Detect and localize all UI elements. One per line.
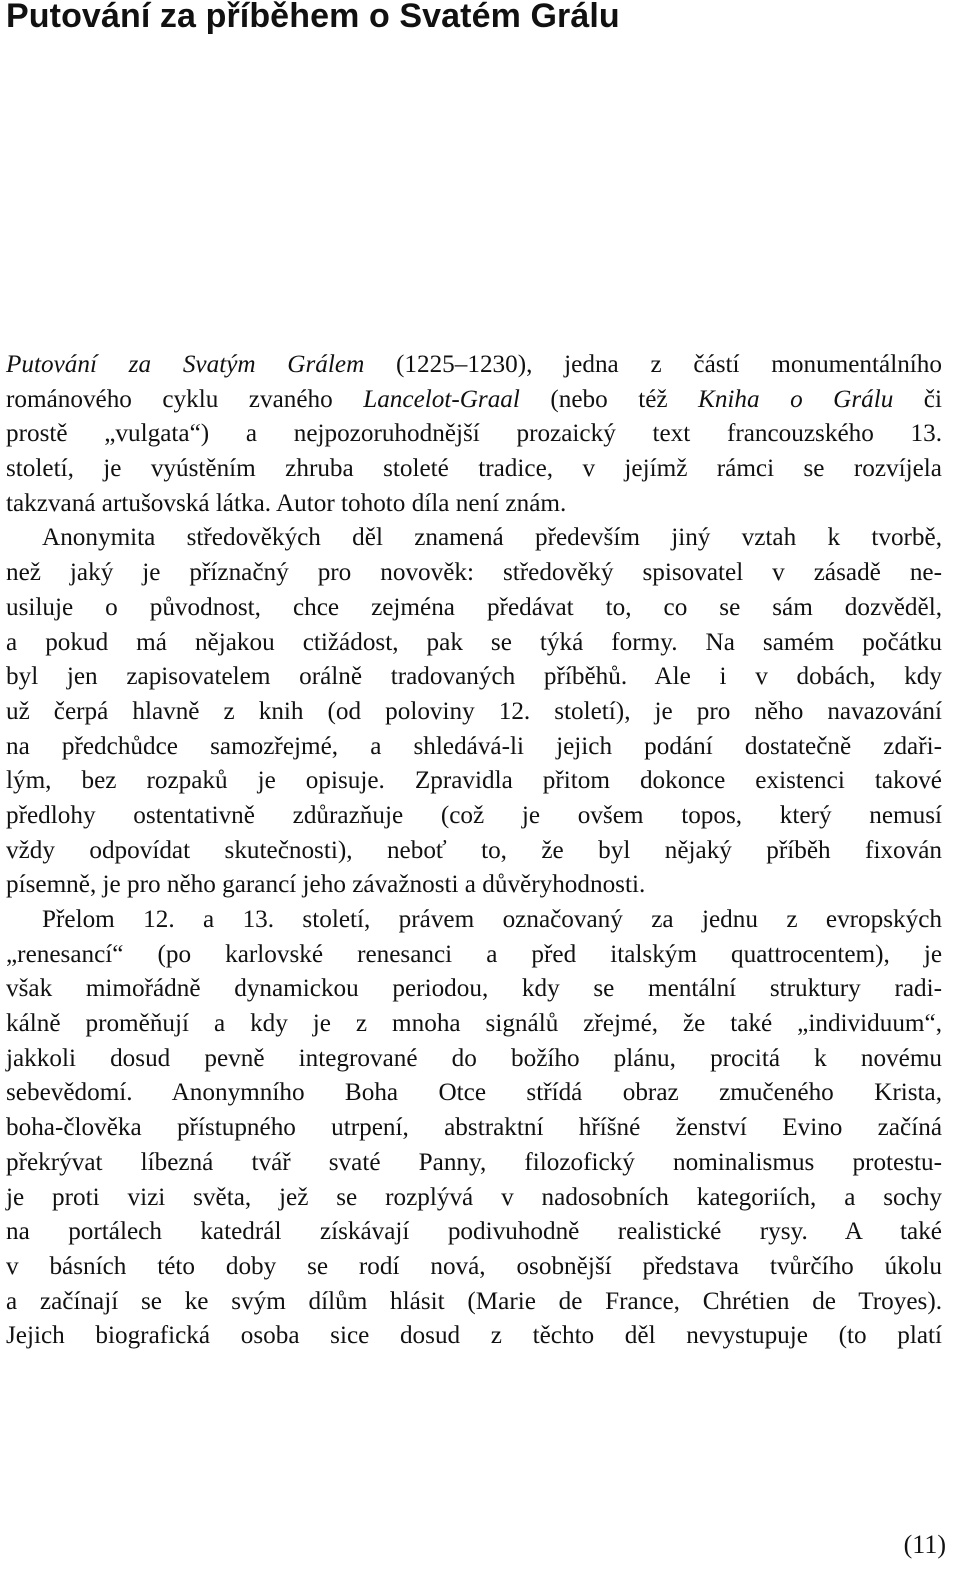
text-line: předlohy ostentativně zdůrazňuje (což je ovšem topos, který nemusí	[6, 801, 942, 829]
paragraph-start-line: Přelom 12. a 13. století, právem označovaný za jednu z evropských	[42, 906, 942, 933]
body-text	[6, 348, 942, 1354]
text-line: písemně, je pro něho garancí jeho závažnosti a důvěryhodnosti.	[6, 871, 646, 899]
text-line: lým, bez rozpaků je opisuje. Zpravidla přitom dokonce existenci takové	[6, 767, 942, 795]
text-line: jakkoli dosud pevně integrované do božího plánu, procitá k novému	[6, 1044, 942, 1072]
chapter-title: Putování za příběhem o Svatém Grálu	[6, 0, 620, 35]
text-line: už čerpá hlavně z knih (od poloviny 12. století), je pro něho navazování	[6, 697, 942, 725]
text-line: a začínají se ke svým dílům hlásit (Marie de France, Chrétien de Troyes).	[6, 1287, 942, 1315]
italic-book-title: Lancelot-Graal	[363, 385, 520, 413]
text-line: kálně proměňují a kdy je z mnoha signálů zřejmé, že také „individuum“,	[6, 1010, 942, 1038]
text-line: byl jen zapisovatelem orálně tradovaných příběhů. Ale i v dobách, kdy	[6, 663, 942, 691]
text-line: století, je vyústěním zhruba stoleté tradice, v jejímž rámci se rozvíjela	[6, 455, 942, 483]
text-line: sebevědomí. Anonymního Boha Otce střídá obraz zmučeného Krista,	[6, 1079, 942, 1107]
paragraph-start-line: Anonymita středověkých děl znamená především jiný vztah k tvorbě,	[42, 524, 942, 552]
text-line: v básních této doby se rodí nová, osobnější představa tvůrčího úkolu	[6, 1252, 942, 1280]
text-line: „renesancí“ (po karlovské renesanci a před italským quattrocentem), je	[6, 940, 942, 968]
text-line: románového cyklu zvaného Lancelot-Graal (nebo též Kniha o Grálu či	[6, 385, 942, 413]
text-line: a pokud má nějakou ctižádost, pak se týká formy. Na samém počátku	[6, 628, 942, 656]
text-line: Putování za Svatým Grálem (1225–1230), jedna z částí monumentálního	[6, 351, 942, 378]
text-line: vždy odpovídat skutečnosti), neboť to, že byl nějaký příběh fixován	[6, 836, 942, 864]
text-line: je proti vizi světa, jež se rozplývá v nadosobních kategoriích, a sochy	[6, 1183, 942, 1211]
text-line: Jejich biografická osoba sice dosud z těchto děl nevystupuje (to platí	[6, 1322, 942, 1350]
italic-book-title: Putování za Svatým Grálem	[6, 351, 365, 378]
text-line: usiluje o původnost, chce zejména předávat to, co se sám dozvěděl,	[6, 593, 942, 621]
text-line: než jaký je příznačný pro novověk: středověký spisovatel v zásadě ne-	[6, 559, 942, 587]
text-line: takzvaná artušovská látka. Autor tohoto díla není znám.	[6, 489, 567, 517]
text-line: prostě „vulgata“) a nejpozoruhodnější prozaický text francouzského 13.	[6, 420, 942, 448]
page-number: (11)	[903, 1530, 946, 1559]
text-line: na portálech katedrál získávají podivuhodně realistické rysy. A také	[6, 1218, 942, 1246]
text-line: však mimořádně dynamickou periodou, kdy se mentální struktury radi-	[6, 975, 942, 1003]
italic-book-title: Kniha o Grálu	[698, 385, 894, 413]
text-line: na předchůdce samozřejmé, a shledává-li jejich podání dostatečně zdaři-	[6, 732, 942, 760]
text-line: překrývat líbezná tvář svaté Panny, filozofický nominalismus protestu-	[6, 1148, 942, 1176]
text-line: boha-člověka přístupného utrpení, abstraktní hříšné ženství Evino začíná	[6, 1114, 942, 1142]
